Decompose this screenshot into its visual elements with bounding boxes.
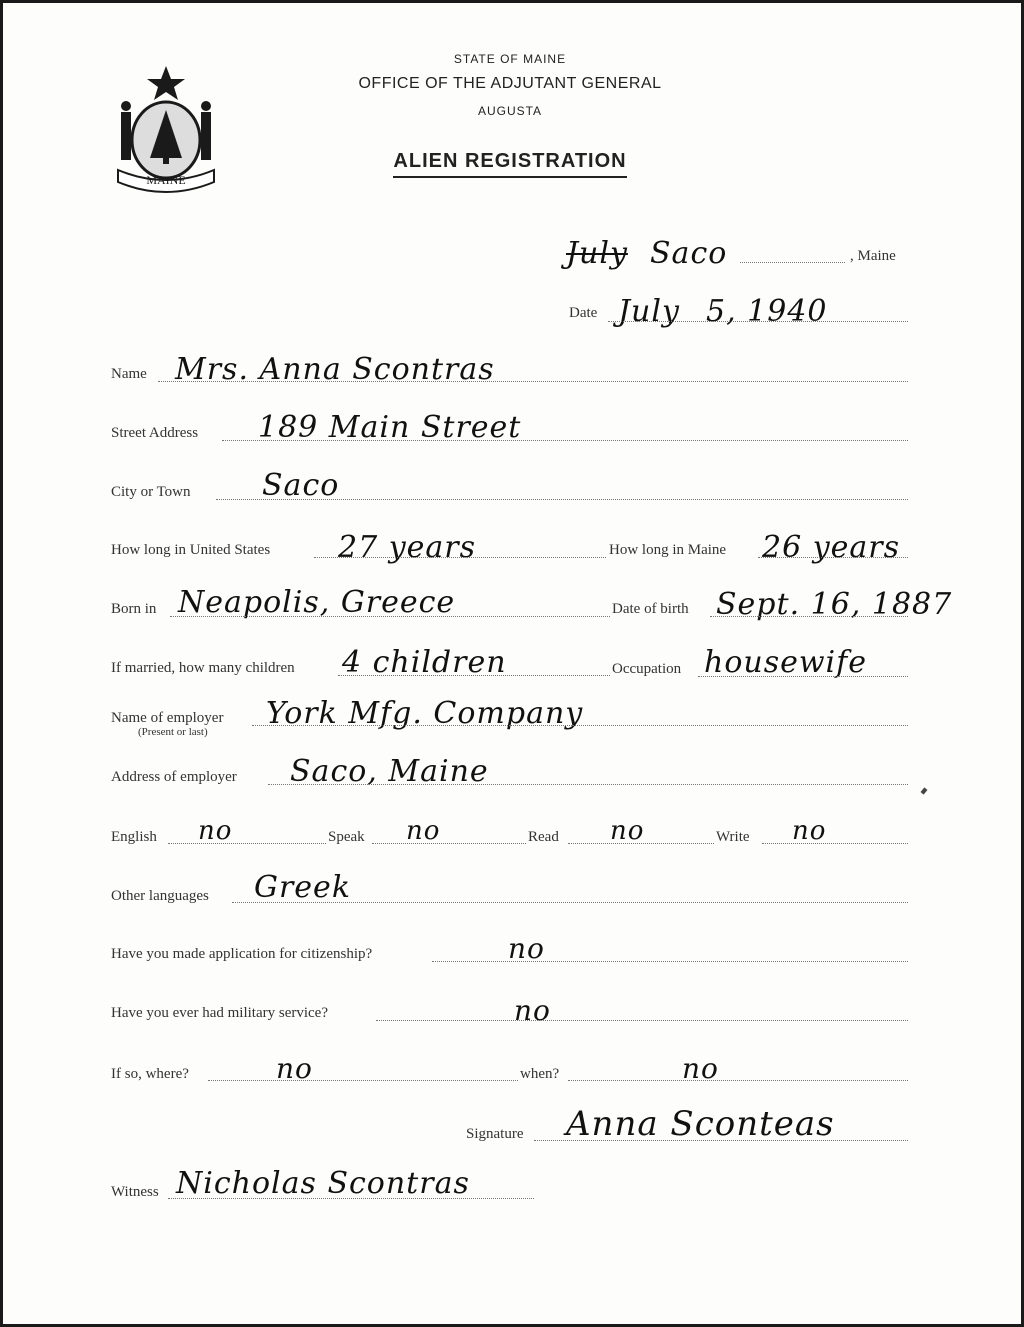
place-town: Saco: [650, 236, 728, 271]
name-label: Name: [111, 366, 147, 382]
speak-line: [372, 843, 526, 844]
date-value: July: [618, 294, 680, 329]
other-languages-label: Other languages: [111, 888, 209, 904]
name-value: Mrs. Anna Scontras: [175, 352, 495, 387]
military-line: [376, 1020, 908, 1021]
years-maine-line: [758, 557, 908, 558]
military-label: Have you ever had military service?: [111, 1005, 328, 1021]
years-maine-value: 26 years: [762, 530, 901, 565]
street-line: [222, 440, 908, 441]
when-value: no: [682, 1052, 719, 1085]
header-state: STATE OF MAINE: [453, 52, 567, 66]
employer-address-value: Saco, Maine: [290, 754, 489, 789]
street-value: 189 Main Street: [258, 410, 522, 445]
employer-address-label: Address of employer: [111, 769, 237, 785]
occupation-value: housewife: [704, 645, 867, 680]
city-label: City or Town: [111, 484, 191, 500]
form-title: ALIEN REGISTRATION: [330, 150, 690, 173]
read-label: Read: [528, 829, 559, 845]
street-label: Street Address: [111, 425, 199, 441]
other-languages-line: [232, 902, 908, 903]
occupation-label: Occupation: [612, 661, 682, 677]
dob-label: Date of birth: [612, 601, 689, 617]
employer-label: Name of employer: [111, 710, 224, 726]
place-line: [740, 262, 845, 263]
when-label: when?: [520, 1066, 560, 1082]
citizenship-label: Have you made application for citizenship?: [111, 946, 373, 962]
children-line: [338, 675, 610, 676]
where-line: [208, 1080, 518, 1081]
employer-address-line: [268, 784, 908, 785]
where-label: If so, where?: [111, 1066, 189, 1082]
years-us-label: How long in United States: [111, 542, 271, 558]
years-us-value: 27 years: [338, 530, 477, 565]
witness-label: Witness: [111, 1184, 159, 1200]
date-line: [608, 321, 908, 322]
employer-value: York Mfg. Company: [266, 696, 584, 731]
speak-label: Speak: [328, 829, 365, 845]
when-line: [568, 1080, 908, 1081]
witness-line: [168, 1198, 534, 1199]
children-value: 4 children: [342, 645, 507, 680]
military-value: no: [514, 994, 551, 1027]
read-value: no: [610, 816, 645, 846]
born-in-value: Neapolis, Greece: [178, 585, 456, 620]
years-maine-label: How long in Maine: [609, 542, 727, 558]
occupation-line: [698, 676, 908, 677]
state-seal-icon: [110, 62, 222, 194]
where-value: no: [276, 1052, 313, 1085]
city-value: Saco: [262, 468, 340, 503]
header-city: AUGUSTA: [477, 104, 543, 118]
svg-text:MAINE: MAINE: [146, 173, 186, 187]
write-label: Write: [716, 829, 750, 845]
employer-sublabel: (Present or last): [138, 726, 208, 738]
children-label: If married, how many children: [111, 660, 295, 676]
citizenship-value: no: [508, 932, 545, 965]
signature-value: Anna Sconteas: [566, 1104, 835, 1144]
date-value-day-year: 5, 1940: [706, 294, 828, 329]
read-line: [568, 843, 714, 844]
english-line: [168, 843, 326, 844]
date-label: Date: [569, 305, 598, 321]
citizenship-line: [432, 961, 908, 962]
dob-line: [710, 616, 908, 617]
employer-line: [252, 725, 908, 726]
city-line: [216, 499, 908, 500]
english-label: English: [111, 829, 157, 845]
dob-value: Sept. 16, 1887: [716, 587, 953, 622]
write-value: no: [792, 816, 827, 846]
header-office: OFFICE OF THE ADJUTANT GENERAL: [358, 75, 662, 92]
signature-label: Signature: [466, 1126, 524, 1142]
witness-value: Nicholas Scontras: [176, 1166, 470, 1201]
stray-mark: [921, 787, 928, 794]
born-in-line: [170, 616, 610, 617]
speak-value: no: [406, 816, 441, 846]
born-in-label: Born in: [111, 601, 157, 617]
place-struck-out: July: [566, 236, 628, 271]
english-value: no: [198, 816, 233, 846]
name-line: [158, 381, 908, 382]
years-us-line: [314, 557, 606, 558]
place-state-label: , Maine: [850, 248, 896, 264]
write-line: [762, 843, 908, 844]
other-languages-value: Greek: [254, 870, 351, 905]
signature-line: [534, 1140, 908, 1141]
